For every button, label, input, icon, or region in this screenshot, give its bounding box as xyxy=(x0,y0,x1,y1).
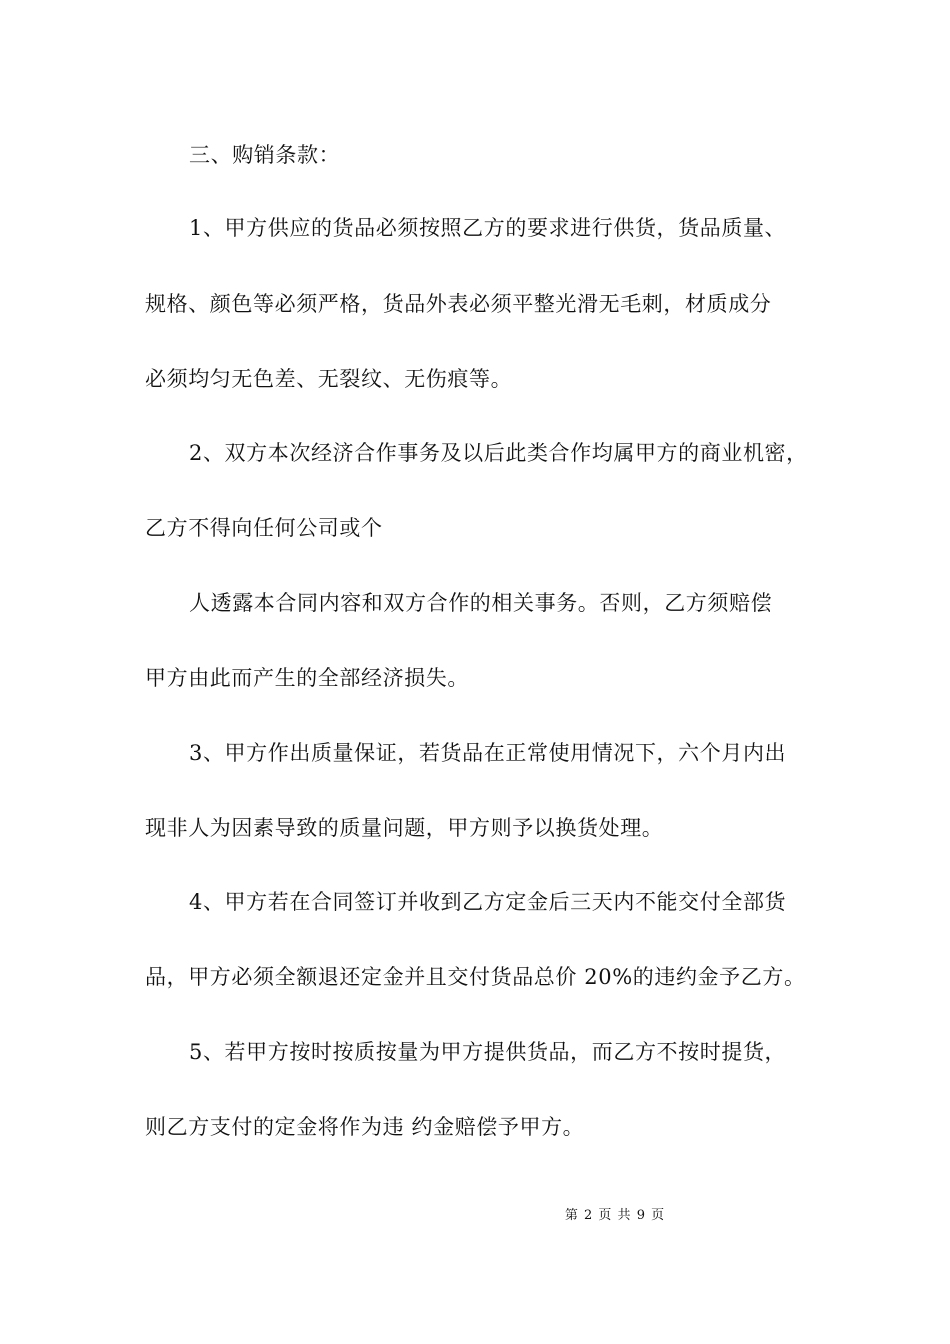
paragraph-line: 乙方不得向任何公司或个 xyxy=(145,516,383,540)
section-heading: 三、购销条款： xyxy=(189,143,341,167)
paragraph-line: 2、双方本次经济合作事务及以后此类合作均属甲方的商业机密， xyxy=(189,441,808,465)
paragraph-line: 品，甲方必须全额退还定金并且交付货品总价 20%的违约金予乙方。 xyxy=(145,965,806,989)
page-number: 第 2 页 共 9 页 xyxy=(564,1208,666,1223)
paragraph-line: 必须均匀无色差、无裂纹、无伤痕等。 xyxy=(145,367,513,391)
paragraph-line: 5、若甲方按时按质按量为甲方提供货品，而乙方不按时提货， xyxy=(189,1040,787,1064)
paragraph-line: 人透露本合同内容和双方合作的相关事务。否则，乙方须赔偿 xyxy=(189,591,773,615)
paragraph-line: 1、甲方供应的货品必须按照乙方的要求进行供货，货品质量、 xyxy=(189,216,787,240)
paragraph-line: 现非人为因素导致的质量问题，甲方则予以换货处理。 xyxy=(145,816,664,840)
paragraph-line: 甲方由此而产生的全部经济损失。 xyxy=(145,666,469,690)
paragraph-line: 规格、颜色等必须严格，货品外表必须平整光滑无毛刺，材质成分 xyxy=(145,292,772,316)
paragraph-line: 3、甲方作出质量保证，若货品在正常使用情况下，六个月内出 xyxy=(189,741,787,765)
page-footer xyxy=(0,1207,950,1225)
paragraph-line: 则乙方支付的定金将作为违 约金赔偿予甲方。 xyxy=(145,1115,585,1139)
paragraph-line: 4、甲方若在合同签订并收到乙方定金后三天内不能交付全部货 xyxy=(189,890,787,914)
